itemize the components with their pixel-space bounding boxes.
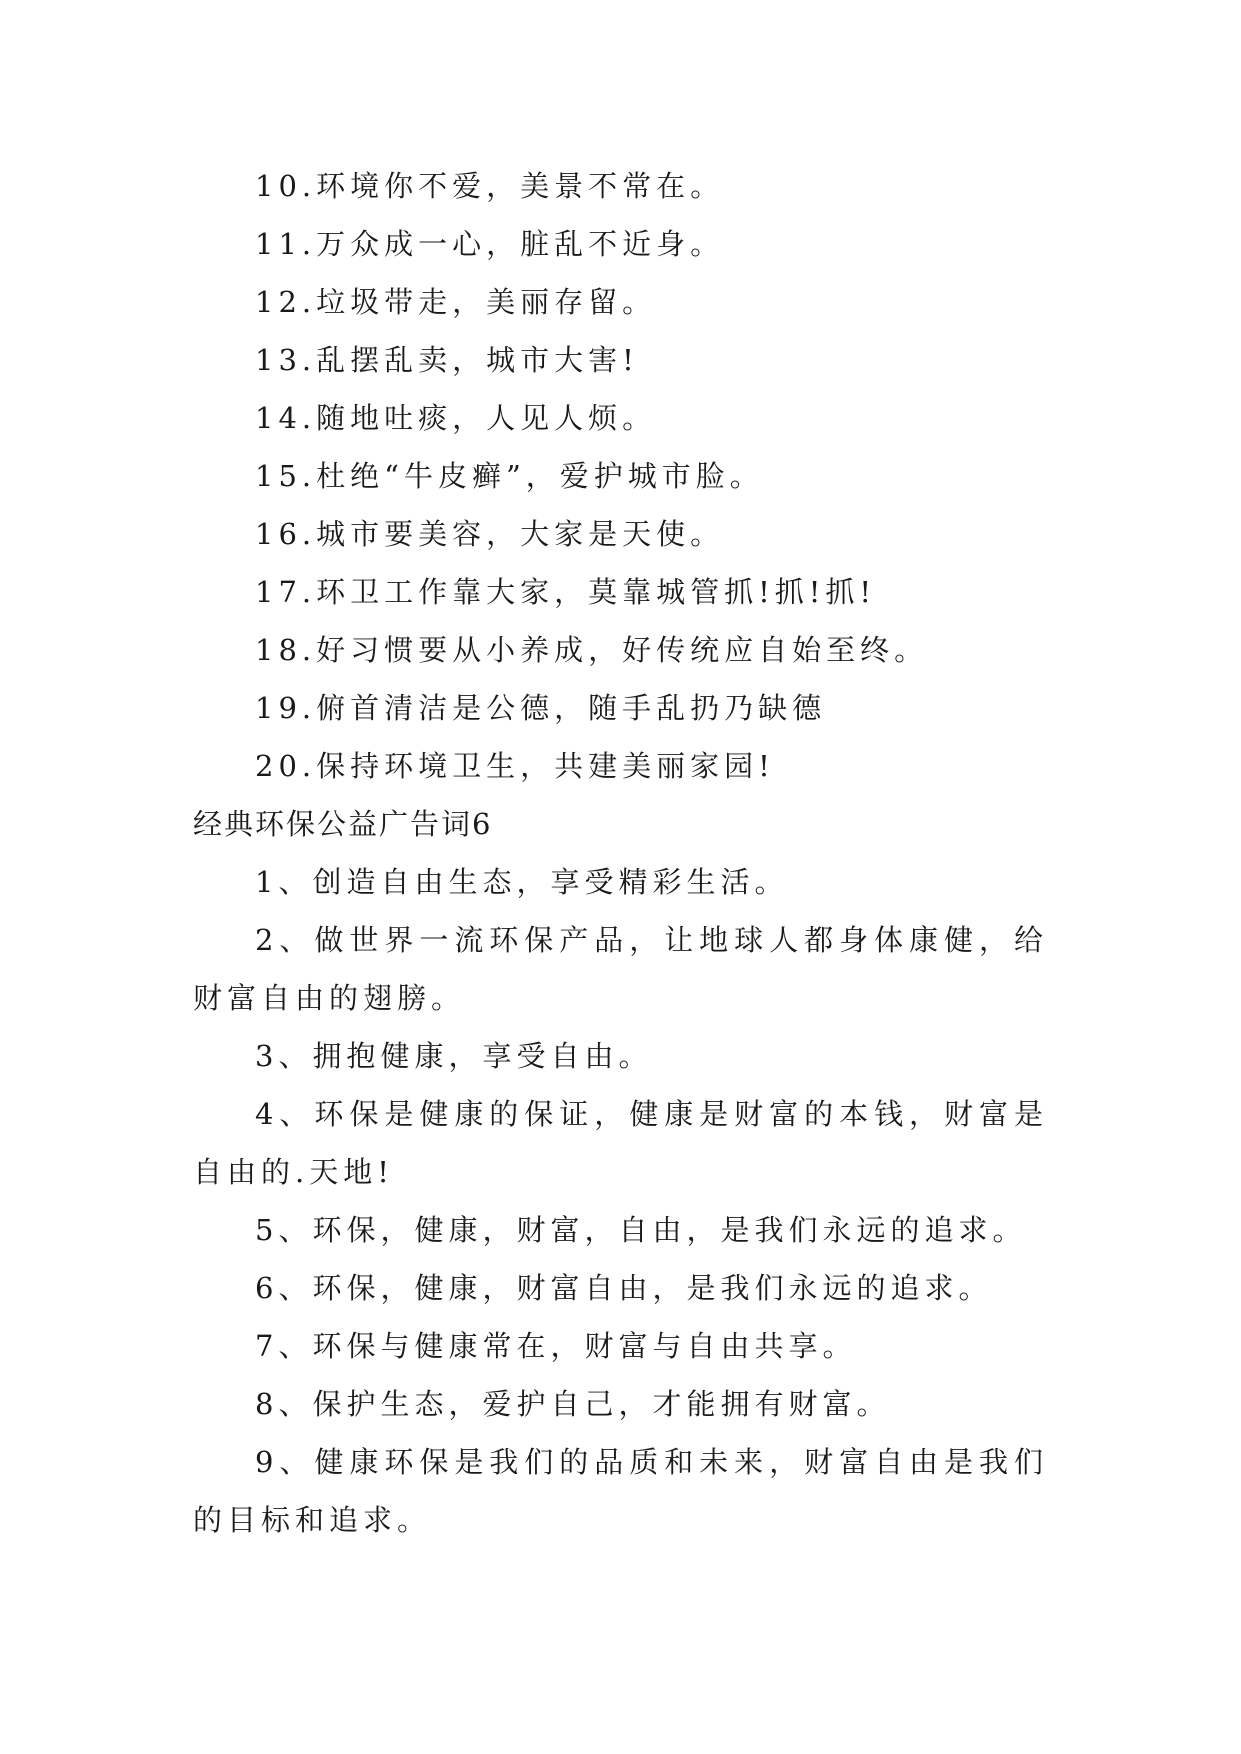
list-item: 17.环卫工作靠大家，莫靠城管抓!抓!抓! — [255, 575, 877, 609]
list-item: 3、拥抱健康，享受自由。 — [255, 1039, 653, 1073]
list-item: 13.乱摆乱卖，城市大害! — [255, 343, 639, 377]
list-item: 14.随地吐痰，人见人烦。 — [255, 401, 657, 435]
list-item: 8、保护生态，爱护自己，才能拥有财富。 — [255, 1387, 891, 1421]
list-item: 18.好习惯要从小养成，好传统应自始至终。 — [255, 633, 929, 667]
list-item: 19.俯首清洁是公德，随手乱扔乃缺德 — [255, 691, 827, 725]
section-title: 经典环保公益广告词6 — [193, 807, 493, 841]
list-item: 10.环境你不爱，美景不常在。 — [255, 169, 725, 203]
list-item: 5、环保，健康，财富，自由，是我们永远的追求。 — [255, 1213, 1027, 1247]
list-item: 1、创造自由生态，享受精彩生活。 — [255, 865, 789, 899]
list-item: 9、健康环保是我们的品质和未来，财富自由是我们的目标和追求。 — [193, 1445, 1048, 1537]
list-item: 7、环保与健康常在，财富与自由共享。 — [255, 1329, 857, 1363]
list-item: 16.城市要美容，大家是天使。 — [255, 517, 725, 551]
list-item: 11.万众成一心，脏乱不近身。 — [255, 227, 725, 261]
list-item: 2、做世界一流环保产品，让地球人都身体康健，给财富自由的翅膀。 — [193, 923, 1048, 1015]
list-item: 4、环保是健康的保证，健康是财富的本钱，财富是自由的.天地! — [193, 1097, 1048, 1189]
list-item: 12.垃圾带走，美丽存留。 — [255, 285, 657, 319]
list-item: 6、环保，健康，财富自由，是我们永远的追求。 — [255, 1271, 993, 1305]
document-body — [193, 157, 1048, 1549]
list-item: 20.保持环境卫生，共建美丽家园! — [255, 749, 775, 783]
list-item: 15.杜绝“牛皮癣”，爱护城市脸。 — [255, 459, 764, 493]
